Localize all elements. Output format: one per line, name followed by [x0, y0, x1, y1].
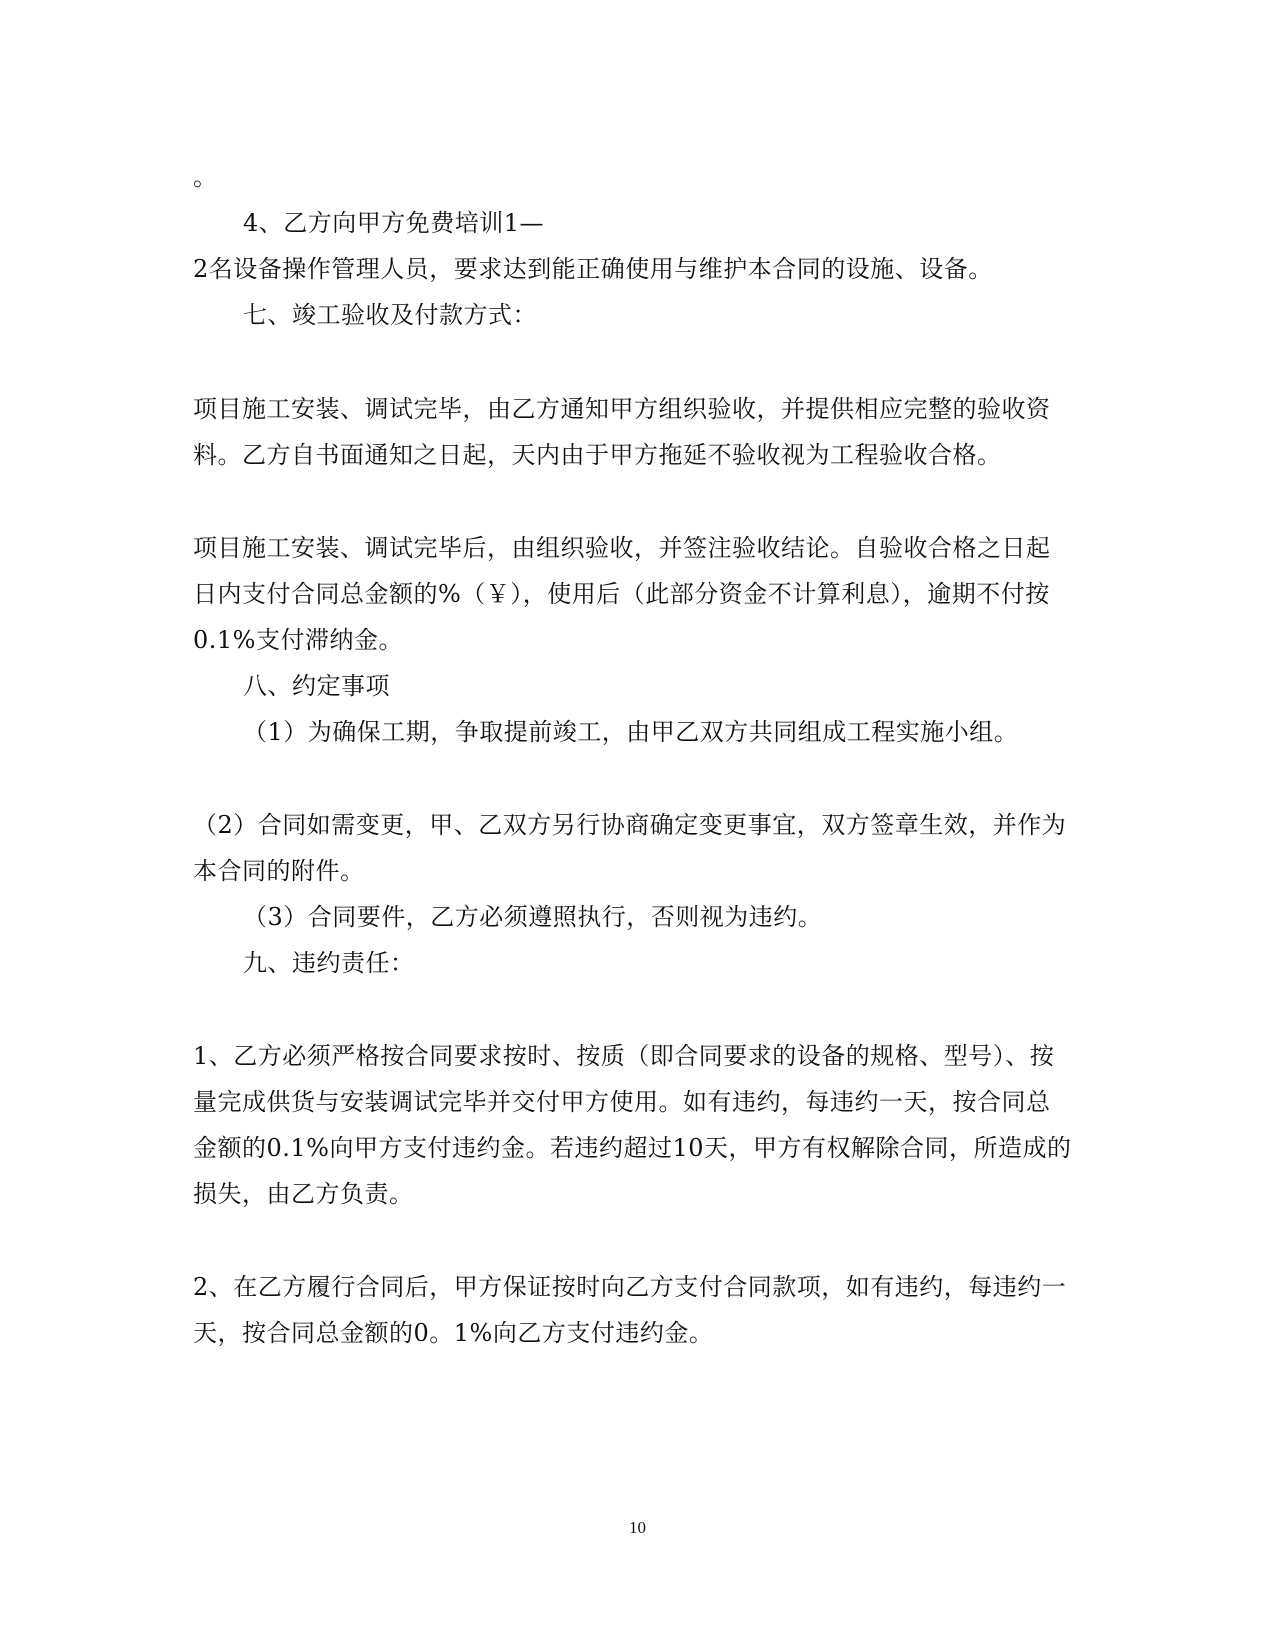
text-line: 2、在乙方履行合同后，甲方保证按时向乙方支付合同款项，如有违约，每违约一 — [193, 1273, 1067, 1301]
section-heading: 九、违约责任： — [243, 949, 415, 977]
text-line: 0.1%支付滞纳金。 — [193, 626, 403, 654]
text-line: （1）为确保工期，争取提前竣工，由甲乙双方共同组成工程实施小组。 — [243, 718, 1019, 746]
text-line: 项目施工安装、调试完毕后，由组织验收，并签注验收结论。自验收合格之日起 — [193, 534, 1051, 562]
text-line: 。 — [193, 163, 218, 191]
text-line: （3）合同要件，乙方必须遵照执行，否则视为违约。 — [243, 903, 823, 931]
text-line: 量完成供货与安装调试完毕并交付甲方使用。如有违约，每违约一天，按合同总 — [193, 1088, 1051, 1116]
section-heading: 八、约定事项 — [243, 672, 390, 700]
text-line: 料。乙方自书面通知之日起，天内由于甲方拖延不验收视为工程验收合格。 — [193, 441, 1002, 469]
text-line: 项目施工安装、调试完毕，由乙方通知甲方组织验收，并提供相应完整的验收资 — [193, 395, 1051, 423]
text-line: （2）合同如需变更，甲、乙双方另行协商确定变更事宜，双方签章生效，并作为 — [193, 811, 1067, 839]
text-line: 损失，由乙方负责。 — [193, 1180, 414, 1208]
text-line: 2名设备操作管理人员，要求达到能正确使用与维护本合同的设施、设备。 — [193, 255, 993, 283]
text-line: 本合同的附件。 — [193, 857, 365, 885]
text-line: 金额的0.1%向甲方支付违约金。若违约超过10天，甲方有权解除合同，所造成的 — [193, 1134, 1072, 1162]
section-heading: 七、竣工验收及付款方式： — [243, 301, 537, 329]
text-line: 1、乙方必须严格按合同要求按时、按质（即合同要求的设备的规格、型号）、按 — [193, 1042, 1055, 1070]
text-line: 天，按合同总金额的0。1%向乙方支付违约金。 — [193, 1319, 714, 1347]
text-line: 4、乙方向甲方免费培训1— — [243, 209, 545, 237]
text-line: 日内支付合同总金额的%（￥），使用后（此部分资金不计算利息），逾期不付按 — [193, 580, 1050, 608]
page-number: 10 — [629, 1518, 646, 1537]
